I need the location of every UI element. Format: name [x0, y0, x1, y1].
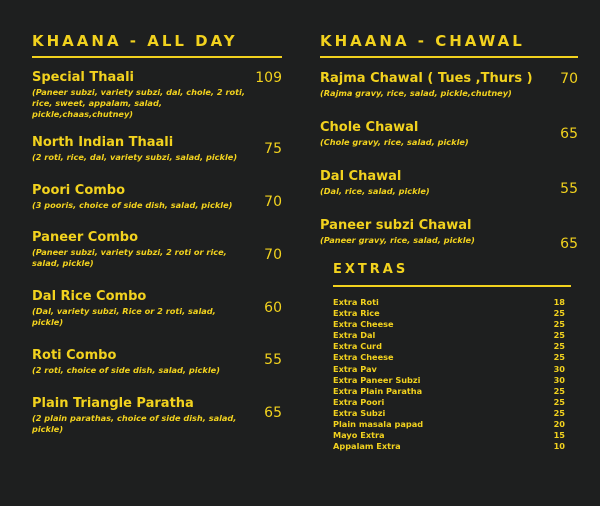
extra-name: Extra Paneer Subzi	[333, 374, 421, 385]
extra-price: 25	[553, 319, 565, 330]
item-price: 65	[560, 236, 578, 252]
section-title-all-day: KHAANA - ALL DAY	[32, 32, 238, 50]
item-price: 70	[264, 194, 282, 210]
section-title-chawal: KHAANA - CHAWAL	[320, 32, 525, 50]
extra-name: Extra Curd	[333, 341, 382, 352]
extra-item	[333, 375, 565, 386]
item-name: Special Thaali	[32, 70, 134, 85]
extra-price: 25	[553, 352, 565, 363]
item-price: 55	[264, 352, 282, 368]
extra-price: 18	[553, 297, 565, 307]
extra-name: Mayo Extra	[333, 430, 385, 441]
extra-item	[333, 341, 565, 352]
item-desc: (Paneer gravy, rice, salad, pickle)	[320, 235, 475, 245]
section-divider	[333, 285, 571, 287]
item-desc: (2 roti, rice, dal, variety subzi, salad, pickle)	[32, 152, 238, 162]
menu-item-north-indian-thaali	[32, 135, 247, 163]
extra-item	[333, 319, 565, 330]
menu-item-paneer-subzi-chawal	[320, 218, 545, 246]
item-name: Roti Combo	[32, 348, 117, 363]
item-desc: (3 pooris, choice of side dish, salad, pickle)	[32, 200, 233, 210]
extra-item	[333, 408, 565, 419]
item-desc: (Chole gravy, rice, salad, pickle)	[320, 137, 469, 147]
item-desc: (Paneer subzi, variety subzi, dal, chole, 2 roti, rice, sweet, appalam, salad, pickle,chaas,chutney)	[32, 87, 245, 119]
item-name: Paneer subzi Chawal	[320, 218, 472, 233]
item-desc: (Dal, rice, salad, pickle)	[320, 186, 430, 196]
extra-price: 25	[553, 341, 565, 352]
extra-name: Extra Cheese	[333, 319, 394, 330]
extra-name: Extra Plain Paratha	[333, 385, 423, 396]
extra-item	[333, 364, 565, 375]
extras-list	[333, 297, 565, 452]
extra-price: 30	[553, 374, 565, 385]
item-name: Poori Combo	[32, 183, 126, 198]
section-title-extras: EXTRAS	[333, 262, 409, 277]
item-name: Paneer Combo	[32, 230, 139, 245]
item-desc: (2 roti, choice of side dish, salad, pickle)	[32, 365, 220, 375]
extra-price: 25	[553, 308, 565, 319]
extra-price: 25	[553, 407, 565, 418]
extra-item	[333, 441, 565, 452]
item-price: 109	[255, 70, 282, 86]
extra-item	[333, 386, 565, 397]
item-name: Dal Chawal	[320, 169, 402, 184]
extra-price: 25	[553, 396, 565, 407]
extra-price: 25	[553, 330, 565, 341]
extra-price: 25	[553, 385, 565, 396]
menu-item-paneer-combo	[32, 230, 247, 269]
menu-item-dal-rice-combo	[32, 289, 247, 328]
menu-item-dal-chawal	[320, 169, 545, 197]
section-divider	[32, 56, 282, 58]
extra-item	[333, 330, 565, 341]
item-price: 75	[264, 141, 282, 157]
item-price: 70	[560, 71, 578, 87]
extra-item	[333, 352, 565, 363]
menu-item-plain-triangle-paratha	[32, 396, 247, 435]
extra-item	[333, 308, 565, 319]
extra-item	[333, 430, 565, 441]
extra-name: Appalam Extra	[333, 441, 401, 452]
item-name: Plain Triangle Paratha	[32, 396, 194, 411]
item-name: North Indian Thaali	[32, 135, 174, 150]
menu-item-special-thaali	[32, 70, 247, 120]
extra-name: Extra Poori	[333, 396, 385, 407]
menu-item-poori-combo	[32, 183, 247, 211]
extra-price: 20	[553, 419, 565, 430]
extra-name: Extra Rice	[333, 308, 380, 319]
item-price: 55	[560, 181, 578, 197]
item-desc: (2 plain parathas, choice of side dish, salad, pickle)	[32, 413, 237, 434]
extra-name: Plain masala papad	[333, 419, 424, 430]
extra-name: Extra Cheese	[333, 352, 394, 363]
extra-price: 15	[553, 430, 565, 441]
extra-name: Extra Dal	[333, 330, 376, 341]
item-desc: (Rajma gravy, rice, salad, pickle,chutney)	[320, 88, 512, 98]
section-divider	[320, 56, 578, 58]
extra-item	[333, 297, 565, 308]
item-price: 70	[264, 247, 282, 263]
item-price: 60	[264, 300, 282, 316]
menu-item-rajma-chawal	[320, 71, 545, 99]
item-price: 65	[560, 126, 578, 142]
extra-name: Extra Subzi	[333, 407, 386, 418]
extra-price: 10	[553, 441, 565, 452]
menu-item-chole-chawal	[320, 120, 545, 148]
extra-name: Extra Roti	[333, 297, 379, 307]
extra-price: 30	[553, 363, 565, 374]
item-name: Dal Rice Combo	[32, 289, 147, 304]
extra-item	[333, 419, 565, 430]
item-name: Chole Chawal	[320, 120, 419, 135]
extra-item	[333, 397, 565, 408]
item-price: 65	[264, 405, 282, 421]
item-desc: (Dal, variety subzi, Rice or 2 roti, salad, pickle)	[32, 306, 216, 327]
extra-name: Extra Pav	[333, 363, 377, 374]
item-desc: (Paneer subzi, variety subzi, 2 roti or rice, salad, pickle)	[32, 247, 227, 268]
menu-item-roti-combo	[32, 348, 247, 376]
item-name: Rajma Chawal ( Tues ,Thurs )	[320, 71, 533, 86]
